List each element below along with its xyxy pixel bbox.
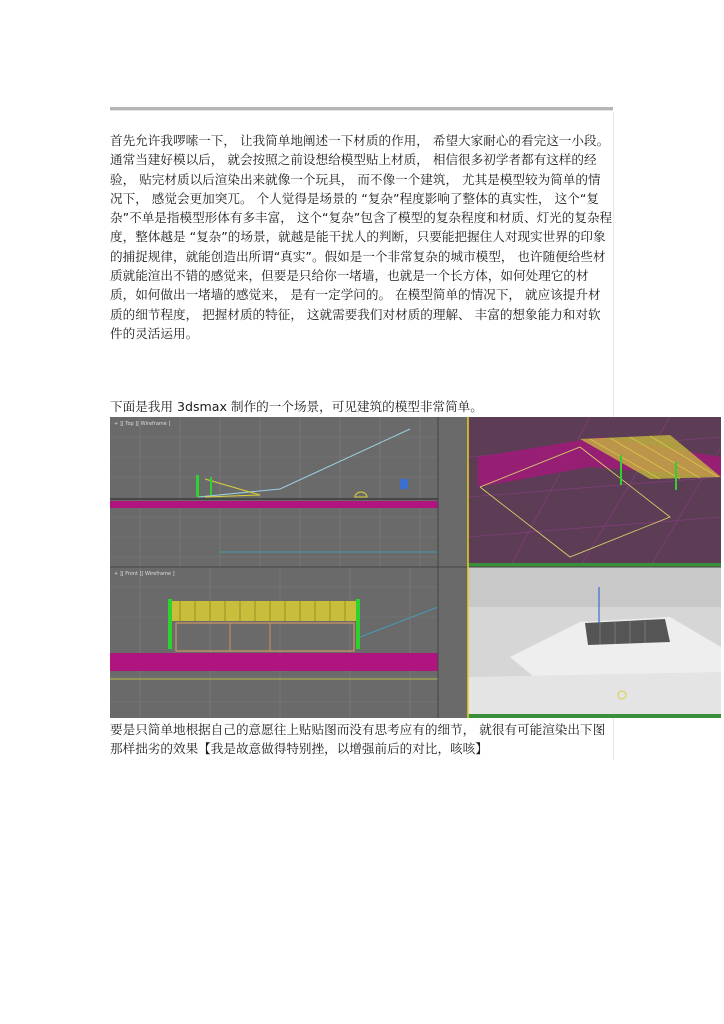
perspective-viewport [438, 417, 721, 567]
svg-text:+ ][ Front ][ Wireframe ]: + ][ Front ][ Wireframe ] [114, 571, 175, 577]
render-viewport [438, 567, 721, 718]
viewports-svg [110, 417, 721, 718]
scene-caption: 下面是我用 3dsmax 制作的一个场景，可见建筑的模型非常简单。 [110, 399, 483, 414]
max-viewports-screenshot [110, 417, 721, 718]
front-viewport [110, 567, 438, 718]
top-viewport [110, 417, 438, 567]
intro-paragraph: 首先允许我啰嗦一下， 让我简单地阐述一下材质的作用， 希望大家耐心的看完这一小段。通常当建好模以后， 就会按照之前设想给模型贴上材质， 相信很多初学者都有这样的经验， 贴完材质以后渲染出来就像一个玩具， 而不像一个建筑， 尤其是模型较为简单的情况下， 感觉会更加突兀。 个人觉得是场景的 “复杂”程度影响了整体的真实性， 这个“复杂”不单是指模型形体有多丰富， 这个“复杂”包含了模型的复杂程度和材质、灯光的复杂程度，整体越是 “复杂”的场景，就越是能干扰人的判断，只要能把握住人对现实世界的印象的捕捉规律，就能创造出所谓“真实”。假如是一个非常复杂的城市模型， 也许随便给些材质就能渲出不错的感觉来，但要是只给你一堵墙，也就是一个长方体，如何处理它的材质，如何做出一堵墙的感觉来， 是有一定学问的。 在模型简单的情况下， 就应该提升材质的细节程度， 把握材质的特征， 这就需要我们对材质的理解、 丰富的想象能力和对软件的灵活运用。 [110, 133, 613, 341]
closing-paragraph: 要是只简单地根据自己的意愿往上贴贴图而没有思考应有的细节， 就很有可能渲染出下图那样拙劣的效果【我是故意做得特别挫，以增强前后的对比，咳咳】 [110, 722, 606, 757]
svg-text:+ ][ Top ][ Wireframe ]: + ][ Top ][ Wireframe ] [114, 421, 171, 427]
top-rule-shadow [110, 110, 613, 111]
